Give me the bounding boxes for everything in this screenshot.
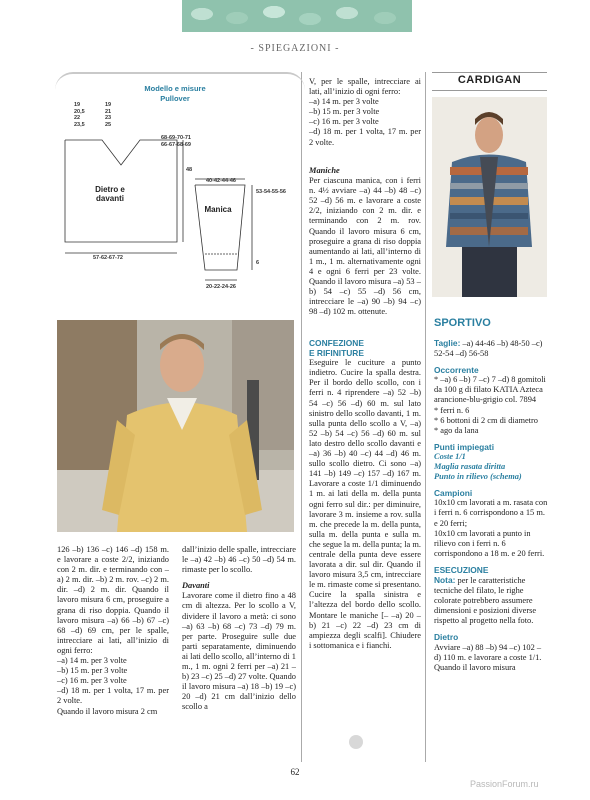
sleeves-body: Per ciascuna manica, con i ferri n. 4½ avviare –a) 44 –b) 48 –c) 52 –d) 56 m. e lavorare a coste 2/2, iniziando con 2 m. dir. e terminando con 2 m. rov. Quando il lavoro misura 6 cm, proseguire a grana di riso doppia aumentando ai lati, all’interno di 1 m., 1 m. alternativamente ogni 4 e ogni 6 ferri per 23 volte. Quando il lavoro misura –a) 53 –b) 54 –c) 55 –d) 56 cm, intrecciare le –a) 90 –b) 94 –c) 98 –d) 102 m. ottenute. (309, 176, 421, 317)
cardigan-title: CARDIGAN (457, 74, 522, 86)
sleeve-top-measure: 40-42-44-46 (206, 178, 236, 184)
side-height-measure: 48 (186, 167, 193, 173)
body-width-measure: 57-62-67-72 (93, 255, 123, 261)
cardigan-photo (432, 97, 547, 297)
watermark: PassionForum.ru (470, 779, 539, 789)
pullover-schematic-drawing (55, 130, 305, 300)
front-heading: Davanti (182, 581, 210, 591)
schematic-title: Modello e misure Pullover (144, 84, 206, 103)
front-body: Lavorare come il dietro fino a 48 cm di altezza. Per lo scollo a V, dividere il lavoro a metà: ci sono –a) 63 –b) 68 –c) 73 –d) 79 m. per parte. Proseguire sulle due parti separatamente, diminuendo ai lati dello scollo, all’interno di 1 m., 1 m. ogni 2 ferri per –a) 21 –b) 23 –c) 25 –d) 27 volte. Quando il lavoro misura –a) 18 –b) 19 –c) 20 –d) 21 cm dall’inizio dello scollo a (182, 591, 296, 712)
shoulder-measures-2: 19 21 23 25 (105, 102, 112, 128)
column-divider (425, 72, 426, 762)
front-shoulders-text: V, per le spalle, intrecciare ai lati, all’inizio di ogni ferro: –a) 14 m. per 3 volte –b) 15 m. per 3 volte –c) 16 m. per 3 volte –d) 18 m. per 1 volta, 17 m. per 2 volte. (309, 77, 421, 147)
sleeves-section (309, 166, 421, 317)
finishing-heading: CONFEZIONE (309, 338, 364, 348)
sleeve-outline (195, 185, 245, 270)
header-yarn-image (182, 0, 412, 32)
neck-depth-measures: 68-69-70-71 66-67-68-69 (161, 135, 191, 148)
back-continuation-text: 126 –b) 136 –c) 146 –d) 158 m. e lavorare a coste 2/2, iniziando con 2 m. dir. e terminando con –a) 2 m. dir. –b) 2 m. rov. –c) 2 m. dir. –d) 2 m. dir. Quando il lavoro misura 6 cm, proseguire a grana di riso doppia. Quando il lavoro misura –a) 66 –b) 67 –c) 68 –d) 69 cm, per le spalle, intrecciare ai lati, all’inizio di ogni ferro: –a) 14 m. per 3 volte –b) 15 m. per 3 volte –c) 16 m. per 3 volte –d) 18 m. per 1 volta, 17 m. per 2 volte. Quando il lavoro misura 2 cm (57, 545, 169, 716)
front-section: dall’inizio delle spalle, intrecciare le –a) 42 –b) 46 –c) 50 –d) 54 m. rimaste per lo scollo. Davanti Lavorare come il dietro fino a 48 cm di altezza. Per lo scollo a V, dividere il lavoro a metà: ci sono –a) 63 –b) 68 –c) 73 –d) 79 m. per parte. Proseguire sulle due parti separatamente, diminuendo ai lati dello scollo, all’interno di 1 m., 1 m. ogni 2 ferri per –a) 21 –b) 23 –c) 25 –d) 27 volte. Quando il lavoro misura –a) 18 –b) 19 –c) 20 –d) 21 cm dall’inizio dello scollo a (182, 545, 296, 712)
body-label: Dietro e davanti (95, 185, 125, 203)
shoulder-measures-1: 19 20,5 22 23,5 (74, 102, 85, 128)
finishing-section: CONFEZIONE E RIFINITURE Eseguire le cuciture a punto indietro. Cucire la spalla destra. Per il bordo dello scollo, con i ferri n. 4 riprendere –a) 52 –b) 54 –c) 56 –d) 60 m. sul lato sinistro dello scollo davanti, 1 m. sulla punta dello scollo a V, –a) 52 –b) 54 –c) 56 –d) 60 m. sul lato destro dello scollo davanti e –a) 36 –b) 40 –c) 44 –d) 46 m. sullo scollo dietro. Ci sono –a) 141 –b) 149 –c) 157 –d) 167 m. Lavorare a coste 1/1 diminuendo 1 m. ai lati della m. della punta ogni ferro sul dir.: per diminuire, lavorare 3 m. insieme a rov. sulla m. che precede la m. della punta, sulla m. della punta e sulla m. che segue la m. della punta; la m. centrale della punta deve essere lavorata a dir. sul dir. Quando il lavoro misura 3,5 cm, intrecciare le m. rimaste come si presentano. Cucire la spalla sinistra e l’altezza del bordo dello scollo. Montare le maniche [– –a) 20 –b) 21 –c) 22 –d) 23 cm di ampiezza degli scalfi]. Chiudere i sottomanica e i fianchi. (309, 338, 421, 650)
cardigan-instructions: Taglie: –a) 44-46 –b) 48-50 –c) 52-54 –d) 56-58 Occorrente * –a) 6 –b) 7 –c) 7 –d) 8 gomitoli da 100 g di filato KATIA Azteca arancione-blu-grigio col. 7894 * ferri n. 6 * 6 bottoni di 2 cm di diametro * ago da lana Punti impiegati Coste 1/1 Maglia rasata diritta Punto in rilievo (schema) Campioni 10x10 cm lavorati a m. rasata con i ferri n. 6 corrispondono a 15 m. e 20 ferri; 10x10 cm lavorati a punto in rilievo con i ferri n. 6 corrispondono a 18 m. e 20 ferri. ESECUZIONE Nota: per le caratteristiche tecniche del filato, le righe colorate potrebbero assumere dimensioni e posizioni diverse rispetto al progetto nella foto. Dietro Avviare –a) 88 –b) 94 –c) 102 –d) 110 m. e lavorare a coste 1/1. Quando il lavoro misura (434, 338, 548, 672)
section-title: - SPIEGAZIONI - (250, 43, 340, 54)
page-number: 62 (290, 767, 300, 777)
cardigan-title-rule (432, 72, 547, 73)
yarn-ball-icon (349, 735, 363, 749)
cuff-height-measure: 6 (256, 260, 260, 266)
cardigan-title-rule (432, 90, 547, 91)
pullover-photo (57, 320, 294, 532)
cardigan-style-label: SPORTIVO (434, 317, 491, 329)
finishing-body: Eseguire le cuciture a punto indietro. Cucire la spalla destra. Per il bordo dello scollo, con i ferri n. 4 riprendere –a) 52 –b) 54 –c) 56 –d) 60 m. sul lato sinistro dello scollo davanti, 1 m. sulla punta dello scollo a V, –a) 52 –b) 54 –c) 56 –d) 60 m. sul lato destro dello scollo davanti e –a) 36 –b) 40 –c) 44 –d) 46 m. sullo scollo dietro. Ci sono –a) 141 –b) 149 –c) 157 –d) 167 m. Lavorare a coste 1/1 diminuendo 1 m. ai lati della m. della punta ogni ferro sul dir.: per diminuire, lavorare 3 m. insieme a rov. sulla m. che precede la m. della punta, sulla m. della punta e sulla m. che segue la m. della punta; la m. centrale della punta deve essere lavorata a dir. sul dir. Quando il lavoro misura 3,5 cm, intrecciare le m. rimaste come si presentano. Cucire la spalla sinistra e l’altezza del bordo dello scollo. Montare le maniche [– –a) 20 –b) 21 –c) 22 –d) 23 cm di ampiezza degli scalfi]. Chiudere i sottomanica e i fianchi. (309, 358, 421, 650)
sleeve-bottom-measure: 20-22-24-26 (206, 284, 236, 290)
sleeve-length-measure: 53-54-55-56 (256, 189, 286, 195)
sleeves-heading: Maniche (309, 166, 340, 175)
sleeve-label: Manica (204, 205, 232, 214)
